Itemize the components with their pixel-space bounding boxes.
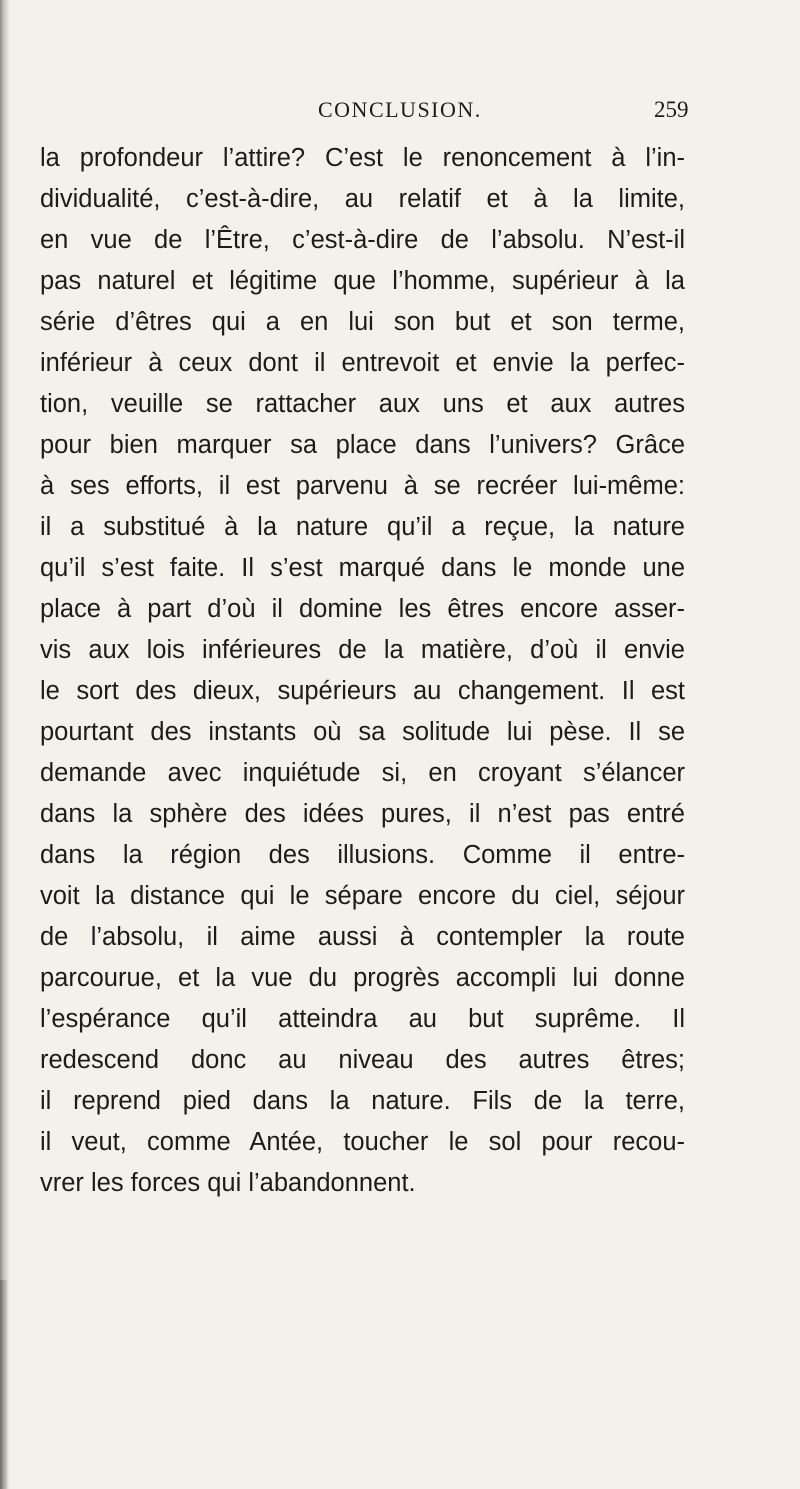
text-line: dans la sphère des idées pures, il n’est pas entré <box>40 800 685 828</box>
page-number: 259 <box>654 97 689 122</box>
text-line: pourtant des instants où sa solitude lui pèse. Il se <box>40 718 685 746</box>
running-title: CONCLUSION. <box>318 97 482 122</box>
text-line: le sort des dieux, supérieurs au changement. Il est <box>40 677 685 705</box>
text-line: redescend donc au niveau des autres êtres; <box>40 1046 685 1074</box>
text-line: tion, veuille se rattacher aux uns et aux autres <box>40 390 685 418</box>
text-line: pas naturel et légitime que l’homme, supérieur à la <box>40 267 685 295</box>
text-line: qu’il s’est faite. Il s’est marqué dans le monde une <box>40 554 685 582</box>
text-line: il a substitué à la nature qu’il a reçue, la nature <box>40 513 685 541</box>
text-line: il veut, comme Antée, toucher le sol pour recou- <box>40 1128 685 1156</box>
text-line: dans la région des illusions. Comme il entre- <box>40 841 685 869</box>
text-line: parcourue, et la vue du progrès accompli lui donne <box>40 964 685 992</box>
text-line: voit la distance qui le sépare encore du ciel, séjour <box>40 882 685 910</box>
text-line: place à part d’où il domine les êtres encore asser- <box>40 595 685 623</box>
page-edge-shadow-lower <box>0 1280 8 1489</box>
text-line: demande avec inquiétude si, en croyant s’élancer <box>40 759 685 787</box>
body-text <box>40 138 685 1204</box>
text-line: il reprend pied dans la nature. Fils de la terre, <box>40 1087 685 1115</box>
text-line: l’espérance qu’il atteindra au but suprême. Il <box>40 1005 685 1033</box>
text-line: pour bien marquer sa place dans l’univers? Grâce <box>40 431 685 459</box>
running-head <box>0 92 800 128</box>
page-edge-shadow <box>0 0 10 1489</box>
text-line: dividualité, c’est-à-dire, au relatif et à la limite, <box>40 185 685 213</box>
text-line: la profondeur l’attire? C’est le renoncement à l’in- <box>40 144 685 172</box>
text-line: inférieur à ceux dont il entrevoit et envie la perfec- <box>40 349 685 377</box>
text-line: de l’absolu, il aime aussi à contempler la route <box>40 923 685 951</box>
text-line: série d’êtres qui a en lui son but et son terme, <box>40 308 685 336</box>
text-line: en vue de l’Être, c’est-à-dire de l’absolu. N’est-il <box>40 226 685 254</box>
text-line: vis aux lois inférieures de la matière, d’où il envie <box>40 636 685 664</box>
text-line: à ses efforts, il est parvenu à se recréer lui-même: <box>40 472 685 500</box>
text-line-last: vrer les forces qui l’abandonnent. <box>40 1169 416 1197</box>
